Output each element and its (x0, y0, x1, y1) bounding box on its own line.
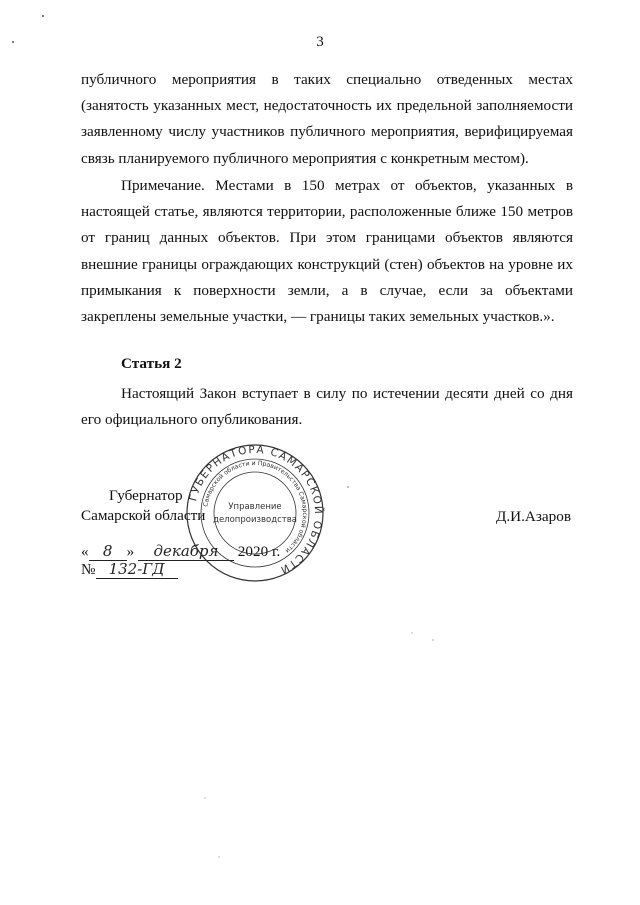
paragraph-continuation: публичного мероприятия в таких специально отведенных местах (занятость указанных мест, недостаточность их предельной заполняемости заявленному числу участников публичного мероприятия, верифицируемая связь планируемого публичного мероприятия с конкретным местом). (81, 71, 573, 167)
page-number: 3 (316, 34, 324, 50)
law-number-handwritten: 132-ГД (96, 560, 178, 579)
paragraph-article-2: Настоящий Закон вступает в силу по истечении десяти дней со дня его официального опубликования. (81, 385, 573, 429)
article-heading: Статья 2 (121, 355, 182, 372)
stamp-outer-text: ГУБЕРНАТОРА САМАРСКОЙ ОБЛАСТИ (187, 443, 325, 577)
date-day-handwritten: 8 (89, 542, 127, 561)
date-close-quote: » (126, 543, 135, 560)
stamp-middle-text: Самарской области и Правительства Самарской области (202, 459, 309, 555)
law-number-prefix: № (81, 561, 96, 578)
date-open-quote: « (81, 543, 89, 560)
signature-title-line2: Самарской области (81, 507, 206, 524)
stamp-inner-line1: Управление (228, 502, 282, 512)
paragraph-note: Примечание. Местами в 150 метрах от объектов, указанных в настоящей статье, являются территории, расположенные ближе 150 метров от границ данных объектов. При этом границами объектов являются внешние границы ограждающих конструкций (стен) объектов на уровне их примыкания к поверхности земли, а в случае, если за объектами закреплены земельные участки, — границы таких земельных участков.». (81, 177, 573, 326)
signature-name: Д.И.Азаров (496, 508, 571, 525)
date-month-handwritten: декабря (138, 542, 234, 561)
stamp-inner-line2: делопроизводства (213, 515, 297, 525)
signature-title-line1: Губернатор (109, 487, 183, 504)
date-year: 2020 г. (237, 543, 281, 560)
